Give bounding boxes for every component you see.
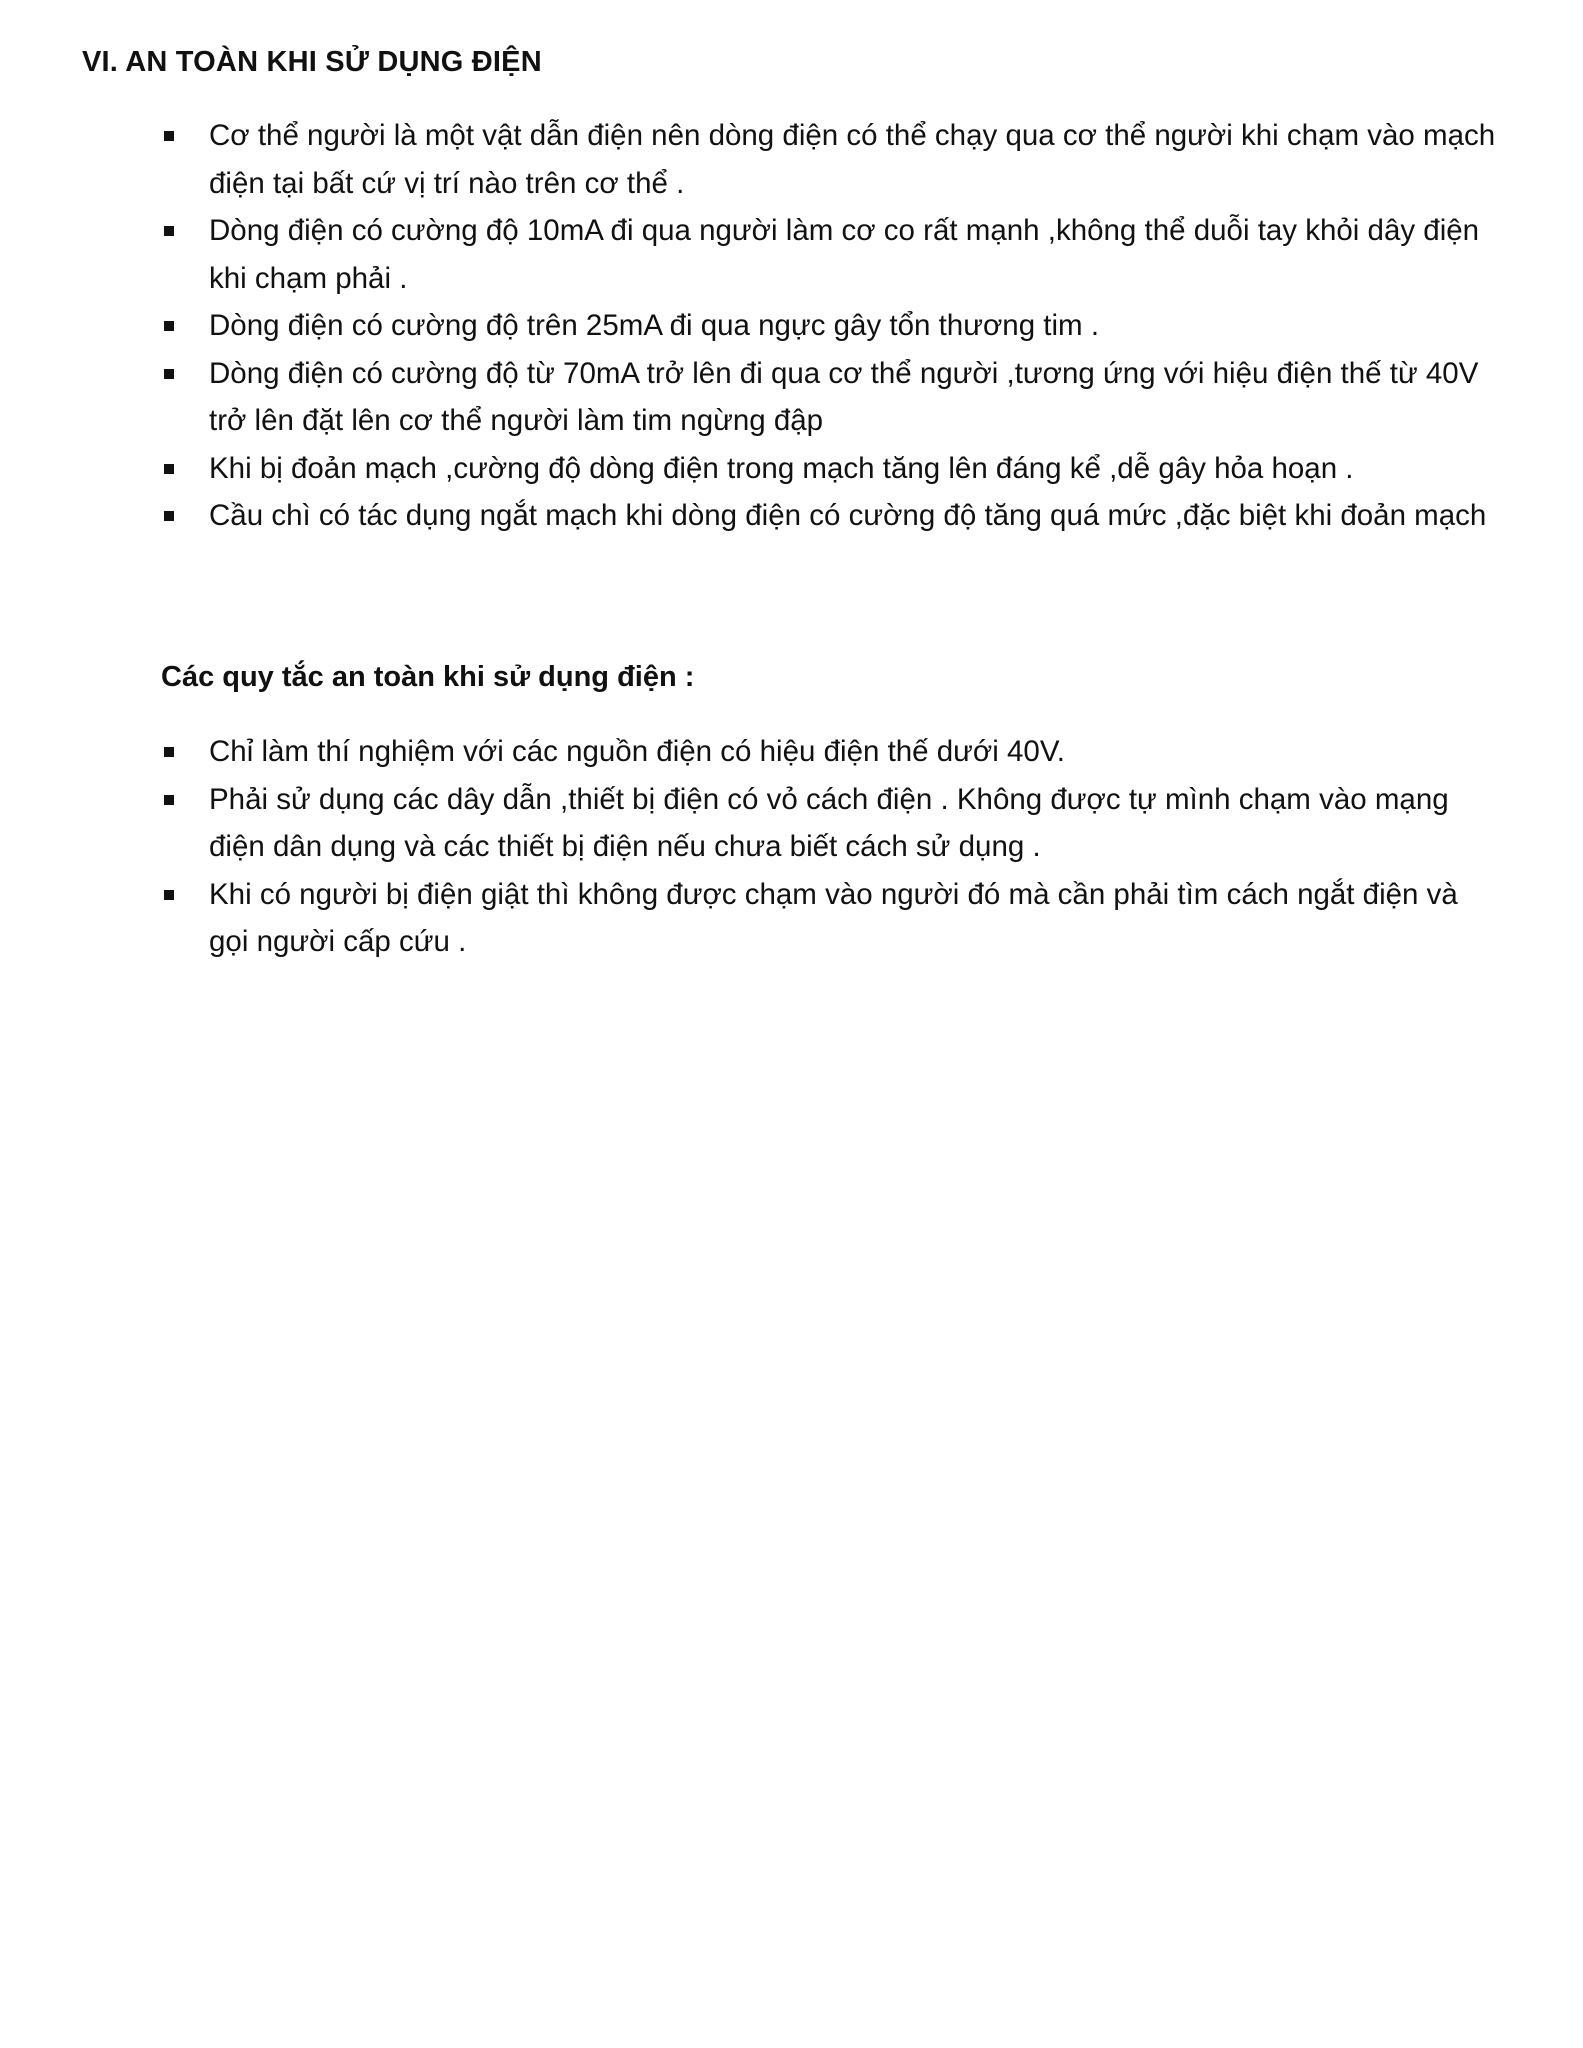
square-bullet-icon <box>164 226 174 236</box>
list-item-text: Chỉ làm thí nghiệm với các nguồn điện có hiệu điện thế dưới 40V. <box>209 735 1066 768</box>
section-heading: VI. AN TOÀN KHI SỬ DỤNG ĐIỆN <box>82 46 542 78</box>
square-bullet-icon <box>164 795 174 805</box>
safety-rules-list <box>160 728 1505 966</box>
list-item-text: Phải sử dụng các dây dẫn ,thiết bị điện có vỏ cách điện . Không được tự mình chạm vào mạng điện dân dụng và các thiết bị điện nếu chưa biết cách sử dụng . <box>209 782 1449 863</box>
square-bullet-icon <box>164 511 174 521</box>
square-bullet-icon <box>164 131 174 141</box>
list-item <box>160 445 1505 493</box>
list-item <box>160 871 1505 966</box>
list-item <box>160 302 1505 350</box>
square-bullet-icon <box>164 321 174 331</box>
list-item-text: Dòng điện có cường độ trên 25mA đi qua ngực gây tổn thương tim . <box>209 309 1100 342</box>
rules-subheading: Các quy tắc an toàn khi sử dụng điện : <box>161 661 695 693</box>
list-item-text: Cơ thể người là một vật dẫn điện nên dòng điện có thể chạy qua cơ thể người khi chạm vào mạch điện tại bất cứ vị trí nào trên cơ thể . <box>209 119 1496 200</box>
square-bullet-icon <box>164 369 174 379</box>
list-item <box>160 350 1505 445</box>
square-bullet-icon <box>164 464 174 474</box>
square-bullet-icon <box>164 890 174 900</box>
list-item-text: Dòng điện có cường độ 10mA đi qua người làm cơ co rất mạnh ,không thể duỗi tay khỏi dây điện khi chạm phải . <box>209 214 1480 295</box>
list-item-text: Khi bị đoản mạch ,cường độ dòng điện trong mạch tăng lên đáng kể ,dễ gây hỏa hoạn . <box>209 451 1354 485</box>
list-item-text: Cầu chì có tác dụng ngắt mạch khi dòng điện có cường độ tăng quá mức ,đặc biệt khi đoản mạch <box>209 499 1487 532</box>
list-item <box>160 492 1505 540</box>
list-item-text: Khi có người bị điện giật thì không được chạm vào người đó mà cần phải tìm cách ngắt điện và gọi người cấp cứu . <box>209 877 1458 958</box>
list-item <box>160 728 1505 776</box>
list-item-text: Dòng điện có cường độ từ 70mA trở lên đi qua cơ thể người ,tương ứng với hiệu điện thế từ 40V trở lên đặt lên cơ thể người làm tim ngừng đập <box>209 356 1479 437</box>
list-item <box>160 207 1505 302</box>
square-bullet-icon <box>164 747 174 757</box>
safety-facts-list <box>160 112 1505 540</box>
list-item <box>160 776 1505 871</box>
list-item <box>160 112 1505 207</box>
